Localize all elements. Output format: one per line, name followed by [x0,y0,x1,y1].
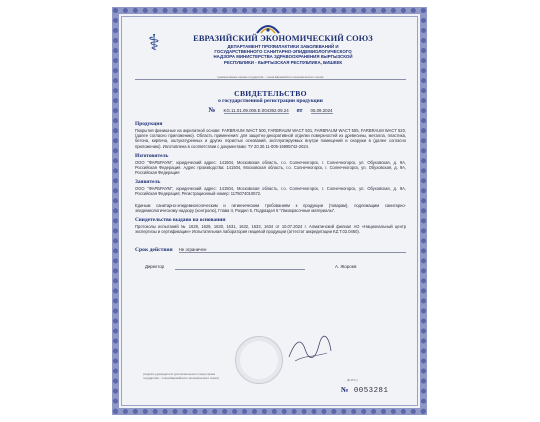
certificate-document [112,7,427,415]
org-subtitle-line: ГОСУДАРСТВЕННОГО САНИТАРНО-ЭПИДЕМИОЛОГИЧЕСКОГО [214,49,352,55]
certificate-number-row [135,108,406,114]
signature-line [175,269,305,270]
serial-value: 0053281 [353,387,389,395]
org-title: ЕВРАЗИЙСКИЙ ЭКОНОМИЧЕСКИЙ СОЮЗ [193,34,373,43]
manufacturer-text: ООО "ФАРБРАУМ", юридический адрес: 141504, Московская область, г.о. Солнечногорск, г. Солнечногорск, ул. Обуховская, д. 9А, Российская Федерация. Адрес производства: 141504, Московская область, г.о. Солнечногорск, г. Солнечногорск, ул. Обуховская, д. 9А, Российская Федерация [135,159,406,175]
official-stamp [235,336,283,384]
handwritten-signature [285,331,335,367]
number-symbol: № [208,106,216,114]
org-subtitle-line: НАДЗОРА МИНИСТЕРСТВА ЗДРАВООХРАНЕНИЯ КЫРГЫЗСКОЙ [213,54,353,60]
date-word: от [296,108,303,114]
footer-fio: (Ф.И.О.) [347,378,358,382]
certificate-date: 05.09.2024 [310,108,333,113]
product-heading: Продукция [135,121,163,128]
validity-row [135,247,406,253]
applicant-heading: Заявитель [135,178,161,185]
product-text: Покрытия финишные на акрилатной основе: FARBRAUM WACT 500, FARBRAUM WACT 501, FARBRAUM WACT 505, FARBRAUM WACT 520, (далее согласно приложению). Область применения: для защитно-декоративной отделки поверхностей из древесины, металла, пластика, бетона, кирпича, оштукатуренных и других пористых оснований, эксплуатируемых внутри помещений и снаружи в (далее согласно приложению). Изготовлена в соответствии с документами: ТУ 20.30.11-005-16985742-2024. [135,128,406,149]
certificate-content [135,23,406,405]
certificate-header [135,23,406,69]
validity-label: Срок действия [135,246,173,253]
serial-symbol: № [341,385,349,394]
eaeu-logo-icon [253,21,283,35]
signer-name: А. Жороев [335,263,357,269]
org-note: (наименование органа государства – члена Евразийского экономического союза) [135,75,406,80]
serial-number [341,387,388,394]
certificate-subtitle: о государственной регистрации продукции [218,98,323,104]
medical-emblem-icon: ⚕ [148,31,160,56]
basis-text: Протоколы испытаний № 1628, 1629, 1630, 1631, 1632, 1633, 1634 от 10.07.2024 г. Алматинский филиал АО «Национальный центр экспертизы и сертификации» Испытательная лаборатория пищевой продукции (аттестат аккредитации KZ.Т.02.0460). [135,224,406,235]
org-subtitle [167,44,399,65]
basis-heading: Свидетельство выдано на основании [135,217,226,224]
certificate-number: KG.11.01.09.008.Е.004392.09.24 [223,108,289,113]
signer-role: Директор [145,263,165,269]
compliance-text: Единым санитарно-эпидемиологическим и гигиеническим требованиям к продукции (товарам), подлежащим санитарно-эпидемиологическому надзору (контролю), Глава II, Раздел 5, Подраздел 5 "Лакокрасочные материалы". [135,203,406,214]
org-subtitle-line: РЕСПУБЛИКИ - КЫРГЫЗСКАЯ РЕСПУБЛИКА, БИШКЕК [223,59,343,65]
applicant-text: ООО "ФАРБРАУМ", юридический адрес: 141504, Московская область, г.о. Солнечногорск, г. Солнечногорск, ул. Обуховская, д. 9А, Российская Федерация; Регистрационный номер: 1175074010572. [135,185,406,197]
footer-note: (подпись руководителя (уполномоченного лица) органа государства – члена Евразийского экономического союза) [143,372,219,380]
manufacturer-heading: Изготовитель [135,152,169,159]
validity-value: Не ограничен [179,247,406,253]
certificate-title: СВИДЕТЕЛЬСТВО [234,89,307,98]
org-subtitle-line: ДЕПАРТАМЕНТ ПРОФИЛАКТИКИ ЗАБОЛЕВАНИЙ И [227,44,339,49]
signature-row [135,261,406,275]
